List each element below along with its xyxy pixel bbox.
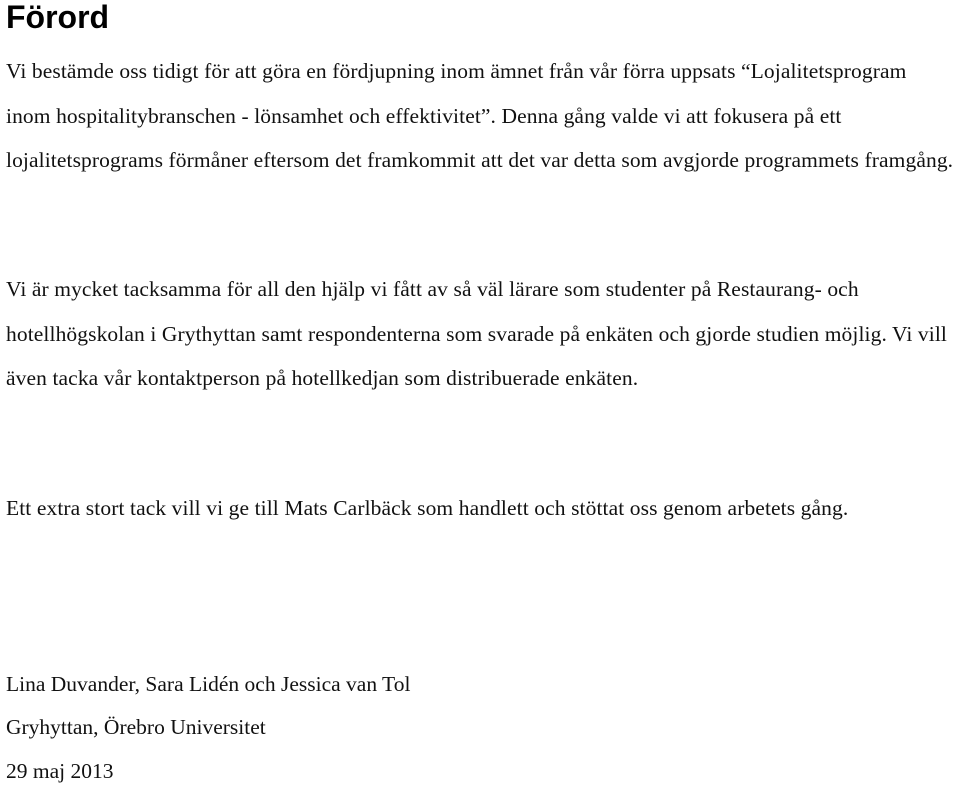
page-title: Förord <box>6 0 110 35</box>
paragraph-intro: Vi bestämde oss tidigt för att göra en fördjupning inom ämnet från vår förra uppsats “Lojalitetsprogram inom hospitalitybranschen - lönsamhet och effektivitet”. Denna gång valde vi att fokusera på ett lojalitetsprograms förmåner eftersom det framkommit att det var detta som avgjorde programmets framgång. <box>6 59 954 172</box>
signature-date: 29 maj 2013 <box>6 759 114 783</box>
paragraph-supervisor: Ett extra stort tack vill vi ge till Mats Carlbäck som handlett och stöttat oss genom arbetets gång. <box>6 496 849 520</box>
signature-place: Gryhyttan, Örebro Universitet <box>6 715 266 739</box>
signature-authors: Lina Duvander, Sara Lidén och Jessica van Tol <box>6 672 411 696</box>
paragraph-thanks: Vi är mycket tacksamma för all den hjälp vi fått av så väl lärare som studenter på Restaurang- och hotellhögskolan i Grythyttan samt respondenterna som svarade på enkäten och gjorde studien möjlig. Vi vill även tacka vår kontaktperson på hotellkedjan som distribuerade enkäten. <box>6 277 947 390</box>
